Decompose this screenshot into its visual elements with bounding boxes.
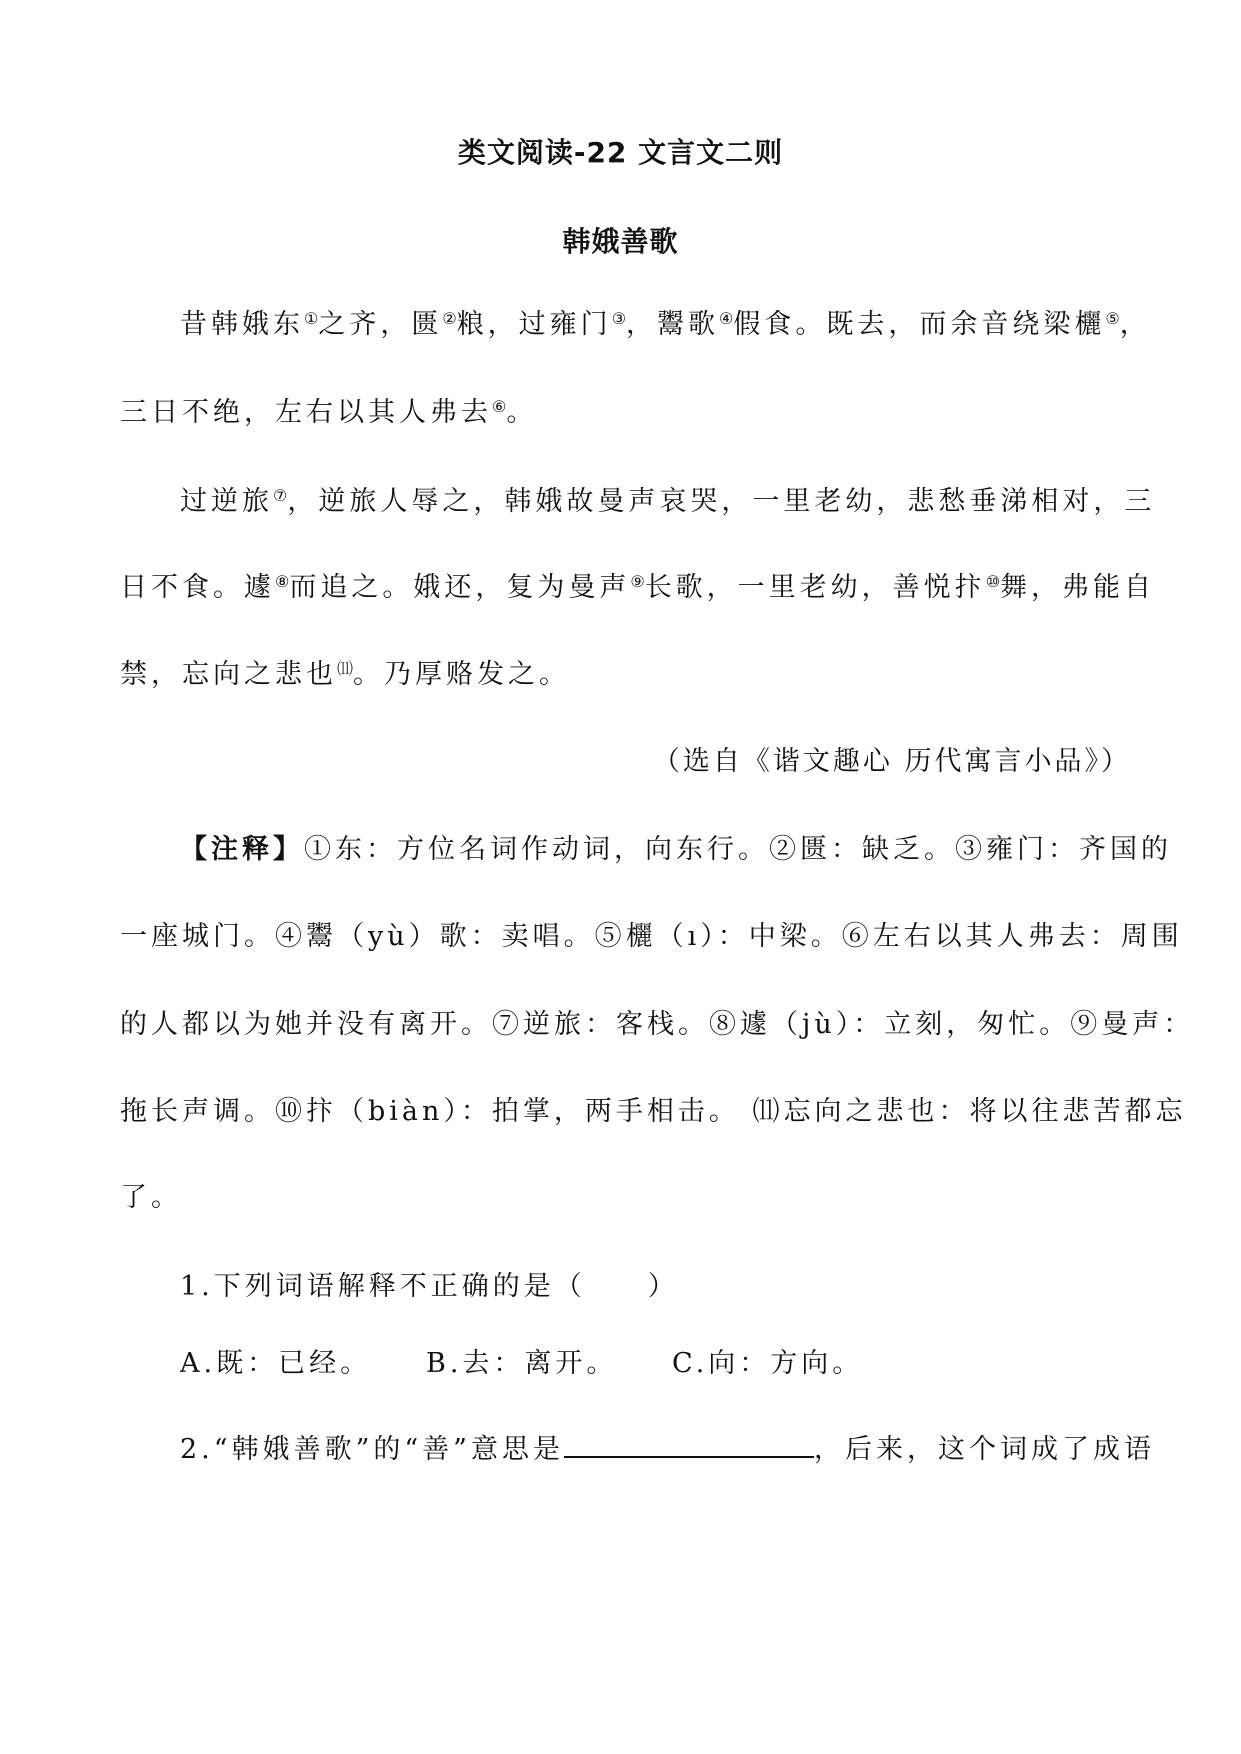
story-text: 过逆旅	[180, 486, 273, 517]
question-1-options	[180, 1344, 1150, 1384]
note-marker: ⑾	[337, 659, 354, 678]
option-a[interactable]: A.既：已经。	[180, 1348, 372, 1379]
page-title: 类文阅读-22 文言文二则	[457, 136, 784, 169]
note-marker: ②	[442, 309, 457, 328]
story-text: ，逆旅人辱之，韩娥故曼声哀哭，一里老幼，悲愁垂涕相对，三	[287, 486, 1156, 517]
option-c[interactable]: C.向：方向。	[672, 1348, 864, 1379]
note-marker: ⑧	[275, 572, 290, 591]
notes-text: ①东：方位名词作动词，向东行。②匮：缺乏。③雍门：齐国的	[304, 834, 1172, 865]
story-paragraph-2-line-3	[120, 655, 1150, 695]
story-text: 舞，弗能自	[1000, 572, 1156, 603]
question-2-text: 2.“韩娥善歌”的“善”意思是	[180, 1434, 564, 1465]
notes-line-1	[180, 830, 1172, 870]
story-paragraph-1-line-1	[180, 305, 1150, 345]
story-paragraph-2-line-1	[180, 482, 1156, 522]
story-text: 而追之。娥还，复为曼声	[289, 572, 631, 603]
option-b[interactable]: B.去：离开。	[426, 1348, 618, 1379]
story-text: 。	[506, 397, 538, 428]
notes-line-4	[120, 1092, 1187, 1132]
notes-line-5	[120, 1178, 1150, 1218]
notes-text: 了。	[120, 1182, 182, 1213]
note-marker: ⑦	[273, 486, 288, 505]
story-text: 粮，过雍门	[456, 309, 612, 340]
notes-line-3	[120, 1005, 1195, 1045]
note-marker: ⑥	[492, 397, 507, 416]
answer-blank[interactable]	[564, 1428, 814, 1458]
notes-text: 拖长声调。⑩抃（biàn）：拍掌，两手相击。 ⑾忘向之悲也：将以往悲苦都忘	[120, 1096, 1187, 1127]
story-text: 三日不绝，左右以其人弗去	[120, 397, 492, 428]
question-1-stem: 1.下列词语解释不正确的是（ ）	[180, 1271, 679, 1302]
story-text: 日不食。遽	[120, 572, 275, 603]
notes-text: 的人都以为她并没有离开。⑦逆旅：客栈。⑧遽（jù）：立刻，匆忙。⑨曼声：	[120, 1009, 1195, 1040]
story-text: 禁，忘向之悲也	[120, 659, 337, 690]
note-marker: ④	[719, 309, 734, 328]
note-marker: ①	[304, 309, 319, 328]
question-2-stem	[180, 1428, 1155, 1470]
question-2-text: ，后来，这个词成了成语	[813, 1434, 1155, 1465]
notes-text: 一座城门。④鬻（yù）歌：卖唱。⑤欐（ı）：中梁。⑥左右以其人弗去：周围	[120, 921, 1183, 952]
note-marker: ③	[611, 309, 627, 328]
story-title: 韩娥善歌	[562, 225, 679, 258]
story-text: ，鬻歌	[626, 309, 720, 340]
note-marker: ⑨	[630, 572, 645, 591]
story-text: 长歌，一里老幼，善悦抃	[644, 572, 986, 603]
story-text: 昔韩娥东	[180, 309, 304, 340]
story-text: 。乃厚赂发之。	[353, 659, 571, 690]
story-paragraph-2-line-2	[120, 568, 1156, 608]
notes-line-2	[120, 917, 1183, 957]
story-text: 假食。既去，而余音绕梁欐	[733, 309, 1106, 340]
story-text: ，	[1119, 309, 1151, 340]
story-text: 之齐，匮	[318, 309, 443, 340]
source-citation: （选自《谐文趣心 历代寓言小品》）	[652, 746, 1131, 777]
note-marker: ⑤	[1105, 309, 1120, 328]
notes-label: 【注释】	[180, 834, 304, 865]
note-marker: ⑩	[985, 572, 1001, 591]
story-paragraph-1-line-2	[120, 393, 1150, 433]
